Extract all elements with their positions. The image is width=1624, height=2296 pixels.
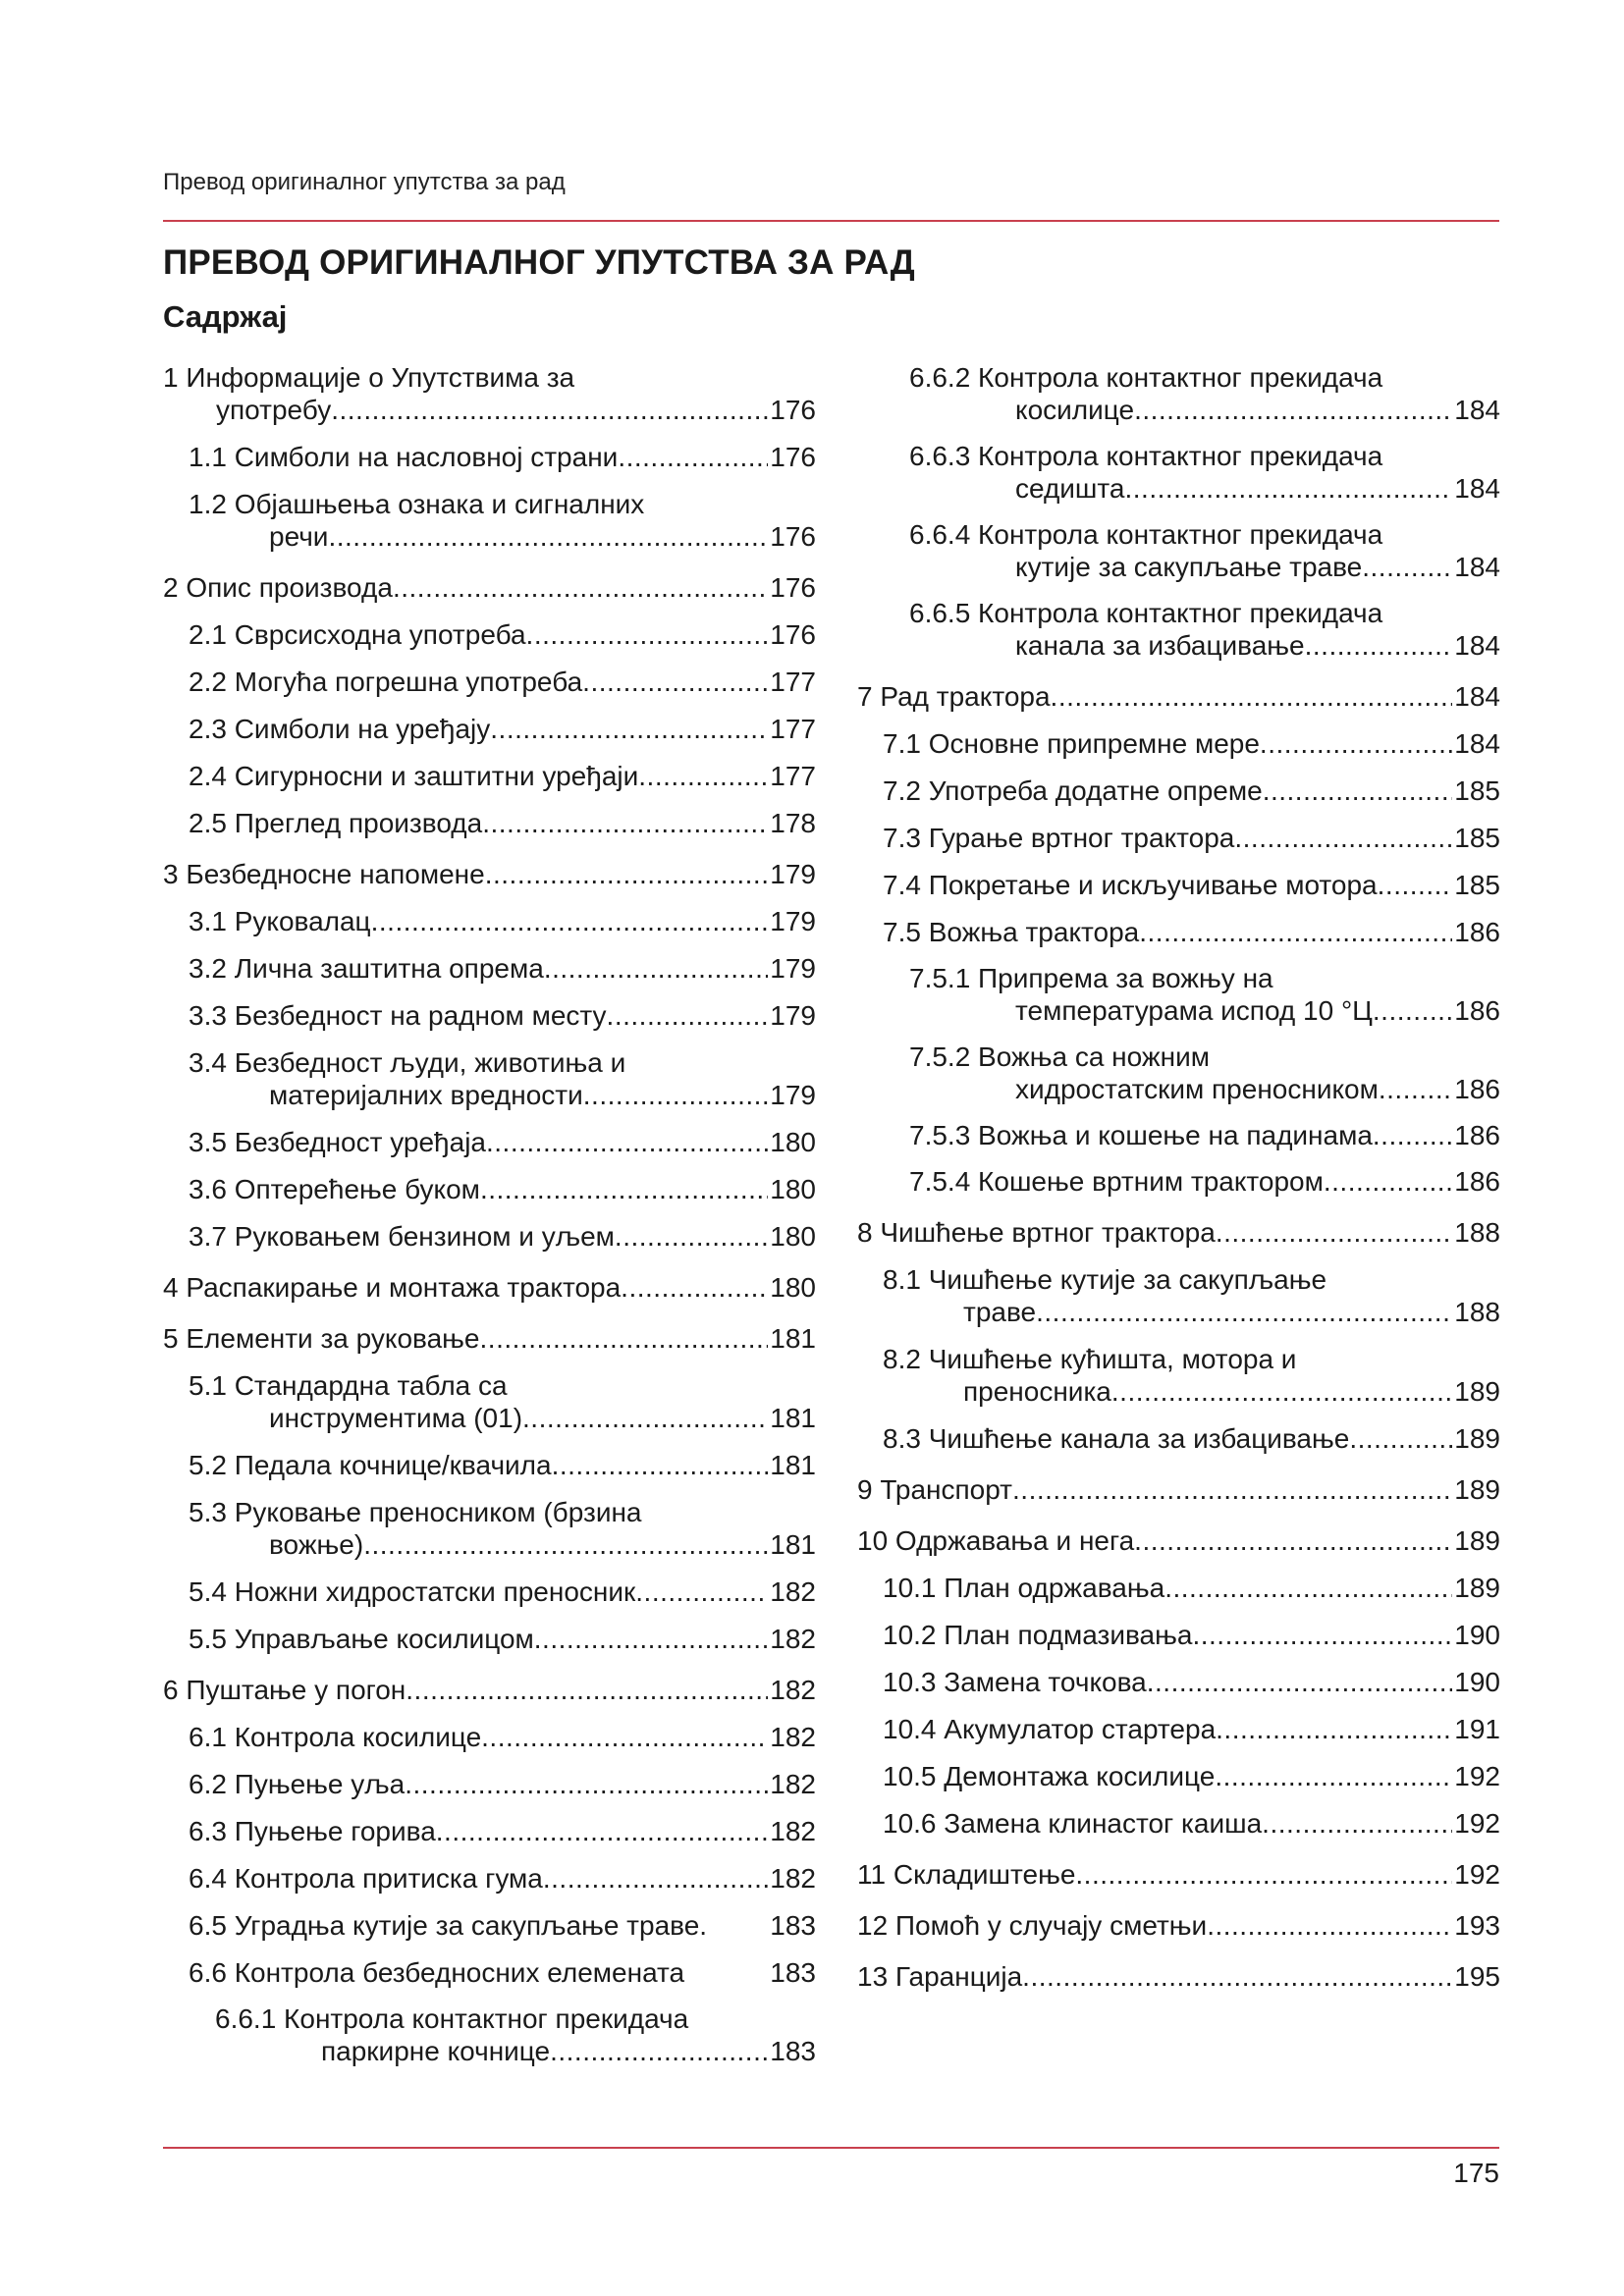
toc-entry[interactable] [163, 807, 816, 839]
toc-page-number: 189 [1454, 1376, 1500, 1407]
toc-entry[interactable] [163, 1623, 816, 1655]
toc-entry[interactable] [163, 760, 816, 792]
toc-entry-title: 10.6 Замена клинастог каиша [883, 1808, 1263, 1839]
toc-page-number: 189 [1454, 1474, 1500, 1505]
toc-entry-title: 5.3 Руковање преносником (брзина [189, 1497, 642, 1527]
toc-entry-title: 3.2 Лична заштитна опрема [189, 953, 544, 984]
toc-entry[interactable] [857, 1473, 1500, 1506]
toc-entry-title-continued: вожње) [269, 1529, 364, 1560]
toc-page-number: 185 [1454, 775, 1500, 806]
toc-page-number: 183 [770, 1957, 816, 1988]
page-title: ПРЕВОД ОРИГИНАЛНОГ УПУТСТВА ЗА РАД [163, 243, 915, 282]
dot-leader [543, 1862, 768, 1895]
toc-entry-title-continued: речи [269, 521, 329, 552]
dot-leader [1216, 1216, 1452, 1249]
toc-entry[interactable] [163, 1575, 816, 1608]
toc-page-number: 184 [1454, 728, 1500, 759]
toc-entry-title: 2.4 Сигурносни и заштитни уређаји [189, 761, 639, 791]
toc-entry-title: 5 Елементи за руковање [163, 1323, 480, 1354]
toc-entry-title: 10.2 План подмазивања [883, 1620, 1193, 1650]
toc-entry-title: 7.3 Гурање вртног трактора [883, 823, 1235, 853]
toc-page-number: 190 [1454, 1667, 1500, 1697]
toc-page-number: 193 [1454, 1910, 1500, 1941]
toc-entry[interactable] [857, 1960, 1500, 1993]
toc-entry-title: 1.2 Објашњења ознака и сигналних [189, 489, 645, 519]
toc-entry[interactable] [857, 1263, 1500, 1328]
dot-leader [1051, 680, 1453, 713]
toc-page-number: 185 [1454, 870, 1500, 900]
dot-leader [1124, 472, 1452, 505]
dot-leader [1349, 1422, 1452, 1455]
toc-page-number: 192 [1454, 1808, 1500, 1839]
toc-page-number: 176 [770, 572, 816, 603]
dot-leader [1305, 629, 1453, 662]
dot-leader [481, 1721, 768, 1753]
toc-entry[interactable] [163, 1768, 816, 1800]
toc-entry-title: 7.1 Основне припремне мере [883, 728, 1260, 759]
toc-entry[interactable] [163, 713, 816, 745]
toc-column-left [163, 361, 816, 2067]
toc-entry[interactable] [163, 1862, 816, 1895]
toc-entry-title: 10.5 Демонтажа косилице [883, 1761, 1216, 1791]
dot-leader [550, 2035, 768, 2067]
dot-leader [480, 1322, 769, 1355]
toc-page-number: 179 [770, 953, 816, 984]
dot-leader [486, 1126, 768, 1158]
toc-entry[interactable] [163, 666, 816, 698]
toc-entry-title: 3.6 Оптерећење буком [189, 1174, 480, 1204]
dot-leader [1134, 1524, 1452, 1557]
dot-leader [1378, 869, 1453, 901]
toc-entry[interactable] [163, 1220, 816, 1253]
toc-entry[interactable] [163, 999, 816, 1032]
toc-page-number: 182 [770, 1769, 816, 1799]
dot-leader [1012, 1473, 1452, 1506]
toc-entry-title: 7.5.1 Припрема за вожњу на [909, 963, 1273, 993]
dot-leader [534, 1623, 769, 1655]
toc-entry-title: 5.2 Педала кочнице/квачила [189, 1450, 552, 1480]
toc-page-number: 184 [1454, 630, 1500, 661]
toc-entry-title: 2.1 Сврсисходна употреба [189, 619, 526, 650]
dot-leader [526, 618, 769, 651]
toc-entry-title: 7.5.2 Вожња са ножним [909, 1041, 1210, 1072]
toc-entry-title: 2 Опис производа [163, 572, 393, 603]
toc-entry[interactable] [857, 1216, 1500, 1249]
toc-entry-title: 7.5.3 Вожња и кошење на падинама [909, 1120, 1373, 1150]
toc-entry[interactable] [163, 1956, 816, 1989]
toc-page-number: 183 [770, 1910, 816, 1941]
toc-entry[interactable] [857, 1119, 1500, 1151]
toc-page-number: 180 [770, 1174, 816, 1204]
dot-leader [406, 1674, 768, 1706]
dot-leader [331, 394, 768, 426]
toc-entry-title: 6.6.5 Контрола контактног прекидача [909, 598, 1383, 628]
toc-entry-title: 3.1 Руковалац [189, 906, 371, 936]
toc-entry[interactable] [163, 905, 816, 937]
toc-page-number: 188 [1454, 1297, 1500, 1327]
toc-page-number: 182 [770, 1816, 816, 1846]
toc-entry-title: 4 Распакирање и монтажа трактора [163, 1272, 622, 1303]
toc-entry[interactable] [163, 1126, 816, 1158]
toc-entry-title: 2.2 Могућа погрешна употреба [189, 667, 583, 697]
toc-entry[interactable] [163, 1815, 816, 1847]
page-number: 175 [1453, 2158, 1499, 2188]
toc-entry-title: 6.2 Пуњење уља [189, 1769, 406, 1799]
dot-leader [583, 1079, 769, 1111]
toc-entry[interactable] [163, 1909, 816, 1942]
dot-leader [1216, 1713, 1452, 1745]
toc-entry[interactable] [163, 2002, 816, 2067]
toc-entry-title: 10.4 Акумулатор стартера [883, 1714, 1217, 1744]
toc-entry[interactable] [163, 1721, 816, 1753]
toc-page-number: 186 [1454, 1120, 1500, 1150]
toc-page-number: 177 [770, 761, 816, 791]
toc-entry-title-continued: паркирне кочнице [321, 2036, 551, 2066]
toc-entry-title: 7.4 Покретање и искључивање мотора [883, 870, 1378, 900]
dot-leader [1260, 727, 1452, 760]
toc-entry-title-continued: температурама испод 10 °Ц [1015, 995, 1373, 1026]
toc-page-number: 186 [1454, 1074, 1500, 1104]
toc-entry[interactable] [163, 1449, 816, 1481]
header-rule [163, 220, 1499, 222]
toc-page-number: 192 [1454, 1761, 1500, 1791]
dot-leader [328, 520, 768, 553]
toc-page-number: 182 [770, 1675, 816, 1705]
toc-entry[interactable] [163, 1271, 816, 1304]
toc-entry[interactable] [163, 361, 816, 426]
toc-page-number: 179 [770, 1080, 816, 1110]
dot-leader [615, 1220, 768, 1253]
toc-entry-title: 13 Гаранција [857, 1961, 1023, 1992]
toc-entry[interactable] [857, 1572, 1500, 1604]
toc-entry[interactable] [857, 1858, 1500, 1891]
toc-page-number: 176 [770, 619, 816, 650]
toc-page-number: 180 [770, 1127, 816, 1157]
toc-entry-title: 10 Одржавања и нега [857, 1525, 1135, 1556]
dot-leader [363, 1528, 768, 1561]
dot-leader [1164, 1572, 1452, 1604]
toc-entry[interactable] [857, 1909, 1500, 1942]
dot-leader [522, 1402, 768, 1434]
dot-leader [1362, 551, 1452, 583]
toc-entry[interactable] [163, 618, 816, 651]
toc-entry-title: 5.1 Стандардна табла са [189, 1370, 508, 1401]
toc-entry-title-continued: косилице [1015, 395, 1135, 425]
toc-entry-title: 7 Рад трактора [857, 681, 1051, 712]
dot-leader [1379, 1073, 1452, 1105]
dot-leader [1075, 1858, 1452, 1891]
toc-entry-title: 6 Пуштање у погон [163, 1675, 406, 1705]
toc-entry-title: 7.5 Вожња трактора [883, 917, 1140, 947]
toc-entry-title: 6.1 Контрола косилице [189, 1722, 482, 1752]
toc-page-number: 177 [770, 714, 816, 744]
toc-column-right [857, 361, 1500, 1993]
toc-page-number: 181 [770, 1323, 816, 1354]
dot-leader [582, 666, 768, 698]
dot-leader [1036, 1296, 1452, 1328]
dot-leader [552, 1449, 769, 1481]
toc-page-number: 176 [770, 442, 816, 472]
toc-page-number: 176 [770, 521, 816, 552]
toc-entry-title: 3.4 Безбедност људи, животиња и [189, 1047, 626, 1078]
toc-entry[interactable] [857, 1619, 1500, 1651]
toc-entry-title: 8 Чишћење вртног трактора [857, 1217, 1216, 1248]
toc-entry-title: 7.2 Употреба додатне опреме [883, 775, 1263, 806]
dot-leader [635, 1575, 768, 1608]
dot-leader [544, 952, 768, 985]
toc-page-number: 178 [770, 808, 816, 838]
dot-leader [393, 571, 768, 604]
toc-entry-title: 6.5 Уградња кутије за сакупљање траве. [189, 1910, 708, 1941]
toc-entry[interactable] [857, 361, 1500, 426]
toc-entry-title: 6.6.4 Контрола контактног прекидача [909, 519, 1383, 550]
dot-leader [485, 858, 769, 890]
toc-entry[interactable] [857, 1807, 1500, 1840]
toc-entry[interactable] [857, 440, 1500, 505]
toc-entry[interactable] [163, 1173, 816, 1205]
toc-entry[interactable] [857, 962, 1500, 1027]
toc-page-number: 179 [770, 859, 816, 889]
toc-entry-title: 11 Складиштење [857, 1859, 1076, 1890]
toc-entry[interactable] [857, 597, 1500, 662]
toc-entry-title: 6.6 Контрола безбедносних елемената [189, 1957, 685, 1988]
toc-entry-title: 6.4 Контрола притиска гума [189, 1863, 543, 1894]
toc-entry-title: 7.5.4 Кошење вртним трактором [909, 1166, 1324, 1197]
toc-entry-title: 5.4 Ножни хидростатски преносник [189, 1576, 636, 1607]
toc-page-number: 186 [1454, 995, 1500, 1026]
dot-leader [480, 1173, 768, 1205]
toc-page-number: 176 [770, 395, 816, 425]
toc-page-number: 185 [1454, 823, 1500, 853]
toc-page-number: 192 [1454, 1859, 1500, 1890]
toc-page-number: 184 [1454, 473, 1500, 504]
dot-leader [618, 441, 768, 473]
toc-entry-title: 9 Транспорт [857, 1474, 1013, 1505]
toc-page-number: 182 [770, 1576, 816, 1607]
toc-page-number: 182 [770, 1863, 816, 1894]
toc-entry[interactable] [163, 1369, 816, 1434]
toc-page-number: 179 [770, 906, 816, 936]
toc-page-number: 179 [770, 1000, 816, 1031]
dot-leader [1263, 774, 1453, 807]
footer-rule [163, 2147, 1499, 2149]
toc-entry[interactable] [857, 1041, 1500, 1105]
toc-entry[interactable] [163, 488, 816, 553]
toc-entry-title: 10.1 План одржавања [883, 1573, 1165, 1603]
toc-entry[interactable] [857, 774, 1500, 807]
toc-entry-title-continued: траве [963, 1297, 1037, 1327]
toc-entry-title-continued: материјалних вредности [269, 1080, 583, 1110]
toc-entry[interactable] [857, 1666, 1500, 1698]
dot-leader [621, 1271, 768, 1304]
toc-entry-title: 12 Помоћ у случају сметњи [857, 1910, 1208, 1941]
toc-page-number: 189 [1454, 1525, 1500, 1556]
toc-entry-title: 6.3 Пуњење горива [189, 1816, 436, 1846]
toc-page-number: 184 [1454, 552, 1500, 582]
dot-leader [1111, 1375, 1452, 1408]
toc-page-number: 184 [1454, 681, 1500, 712]
toc-entry-title: 8.2 Чишћење кућишта, мотора и [883, 1344, 1297, 1374]
toc-entry[interactable] [857, 1165, 1500, 1198]
toc-entry[interactable] [163, 858, 816, 890]
dot-leader [405, 1768, 768, 1800]
toc-entry-title: 2.5 Преглед производа [189, 808, 483, 838]
toc-page-number: 181 [770, 1450, 816, 1480]
dot-leader [1215, 1760, 1452, 1792]
toc-page-number: 186 [1454, 917, 1500, 947]
toc-entry-title: 3.3 Безбедност на радном месту [189, 1000, 607, 1031]
toc-entry[interactable] [163, 1046, 816, 1111]
toc-page-number: 186 [1454, 1166, 1500, 1197]
toc-page-number: 195 [1454, 1961, 1500, 1992]
toc-entry[interactable] [857, 680, 1500, 713]
toc-heading: Садржај [163, 299, 288, 334]
toc-page-number: 182 [770, 1722, 816, 1752]
toc-entry[interactable] [163, 571, 816, 604]
dot-leader [1139, 916, 1452, 948]
dot-leader [1022, 1960, 1452, 1993]
dot-leader [1207, 1909, 1452, 1942]
running-header: Превод оригиналног упутства за рад [163, 169, 566, 195]
toc-page-number: 180 [770, 1221, 816, 1252]
toc-entry-title-continued: инструментима (01) [269, 1403, 523, 1433]
dot-leader [607, 999, 769, 1032]
toc-page-number: 191 [1454, 1714, 1500, 1744]
dot-leader [1192, 1619, 1452, 1651]
toc-entry-title-continued: кутије за сакупљање траве [1015, 552, 1363, 582]
toc-page-number: 181 [770, 1403, 816, 1433]
toc-entry[interactable] [857, 1760, 1500, 1792]
dot-leader [1147, 1666, 1453, 1698]
toc-page-number: 182 [770, 1624, 816, 1654]
toc-entry-title: 3 Безбедносне напомене [163, 859, 485, 889]
toc-entry-title: 6.6.3 Контрола контактног прекидача [909, 441, 1383, 471]
toc-entry-title: 1 Информације о Упутствима за [163, 362, 575, 393]
toc-entry-title-continued: хидростатским преносником [1015, 1074, 1379, 1104]
toc-entry[interactable] [163, 441, 816, 473]
toc-entry[interactable] [857, 869, 1500, 901]
toc-entry[interactable] [857, 1422, 1500, 1455]
toc-entry-title: 8.1 Чишћење кутије за сакупљање [883, 1264, 1327, 1295]
dot-leader [482, 807, 768, 839]
dot-leader [638, 760, 768, 792]
toc-entry[interactable] [163, 1322, 816, 1355]
toc-page-number: 189 [1454, 1423, 1500, 1454]
toc-page-number: 177 [770, 667, 816, 697]
toc-entry[interactable] [857, 1343, 1500, 1408]
toc-entry-title-continued: канала за избацивање [1015, 630, 1305, 661]
toc-entry-title-continued: преносника [963, 1376, 1111, 1407]
toc-entry[interactable] [857, 518, 1500, 583]
toc-entry[interactable] [857, 916, 1500, 948]
dot-leader [1134, 394, 1452, 426]
toc-page-number: 181 [770, 1529, 816, 1560]
toc-page-number: 190 [1454, 1620, 1500, 1650]
toc-entry-title: 1.1 Симболи на насловној страни [189, 442, 619, 472]
toc-entry[interactable] [163, 952, 816, 985]
dot-leader [490, 713, 768, 745]
toc-entry[interactable] [857, 727, 1500, 760]
toc-page-number: 180 [770, 1272, 816, 1303]
toc-entry-title: 8.3 Чишћење канала за избацивање [883, 1423, 1350, 1454]
toc-entry-title: 5.5 Управљање косилицом [189, 1624, 534, 1654]
toc-entry-title-continued: седишта [1015, 473, 1125, 504]
toc-entry-title: 3.5 Безбедност уређаја [189, 1127, 486, 1157]
toc-entry[interactable] [857, 1524, 1500, 1557]
dot-leader [371, 905, 769, 937]
toc-entry-title: 10.3 Замена точкова [883, 1667, 1147, 1697]
dot-leader [436, 1815, 769, 1847]
toc-entry-title-continued: употребу [216, 395, 332, 425]
dot-leader [1373, 1119, 1452, 1151]
toc-page-number: 188 [1454, 1217, 1500, 1248]
toc-entry-title: 3.7 Руковањем бензином и уљем [189, 1221, 615, 1252]
dot-leader [1234, 822, 1452, 854]
toc-entry[interactable] [163, 1674, 816, 1706]
toc-entry[interactable] [857, 822, 1500, 854]
toc-entry-title: 2.3 Симболи на уређају [189, 714, 491, 744]
toc-entry[interactable] [857, 1713, 1500, 1745]
toc-page-number: 184 [1454, 395, 1500, 425]
toc-page-number: 189 [1454, 1573, 1500, 1603]
dot-leader [1373, 994, 1452, 1027]
toc-entry[interactable] [163, 1496, 816, 1561]
toc-entry-title: 6.6.2 Контрола контактног прекидача [909, 362, 1383, 393]
dot-leader [1324, 1165, 1452, 1198]
toc-entry-title: 6.6.1 Контрола контактног прекидача [215, 2003, 689, 2034]
toc-page-number: 183 [770, 2036, 816, 2066]
dot-leader [1262, 1807, 1452, 1840]
